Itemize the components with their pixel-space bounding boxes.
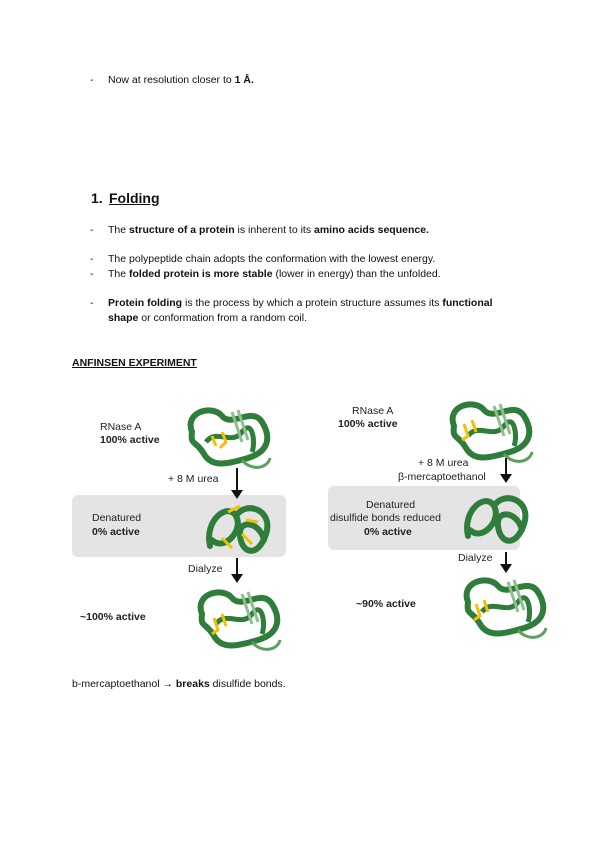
- right-step-urea: + 8 M urea: [418, 457, 469, 469]
- right-step-mercaptoethanol: β-mercaptoethanol: [398, 471, 486, 483]
- left-end-activity: ~100% active: [80, 611, 146, 623]
- right-denatured-label: Denatured: [366, 499, 416, 511]
- left-step-urea: + 8 M urea: [168, 473, 219, 485]
- left-step-dialyze: Dialyze: [188, 563, 223, 575]
- left-start-activity: 100% active: [100, 434, 160, 446]
- right-end-activity: ~90% active: [356, 598, 416, 610]
- left-arrow-1-head: [231, 490, 243, 499]
- right-denatured-activity: 0% active: [364, 526, 412, 538]
- bullet-dash: -: [90, 74, 94, 86]
- intro-text: Now at resolution closer to 1 Å.: [108, 74, 254, 86]
- right-folded-protein-bottom: [458, 572, 550, 644]
- right-start-activity: 100% active: [338, 418, 398, 430]
- left-folded-protein-top: [182, 402, 274, 474]
- left-arrow-2-head: [231, 574, 243, 583]
- experiment-heading: ANFINSEN EXPERIMENT: [72, 357, 197, 369]
- section-title: Folding: [109, 190, 160, 206]
- right-protein-label: RNase A: [352, 405, 394, 417]
- left-denatured-activity: 0% active: [92, 526, 140, 538]
- left-protein-label: RNase A: [100, 421, 142, 433]
- right-unfolded-coil: [460, 490, 536, 546]
- mercaptoethanol-note: b-mercaptoethanol → breaks disulfide bonds.: [72, 678, 286, 690]
- right-arrow-1-head: [500, 474, 512, 483]
- right-step-dialyze: Dialyze: [458, 552, 493, 564]
- left-folded-protein-bottom: [192, 584, 284, 656]
- section-number: 1.: [91, 190, 103, 206]
- left-denatured-label: Denatured: [92, 512, 142, 524]
- left-unfolded-coil: [202, 500, 278, 556]
- right-reduced-label: disulfide bonds reduced: [330, 512, 441, 524]
